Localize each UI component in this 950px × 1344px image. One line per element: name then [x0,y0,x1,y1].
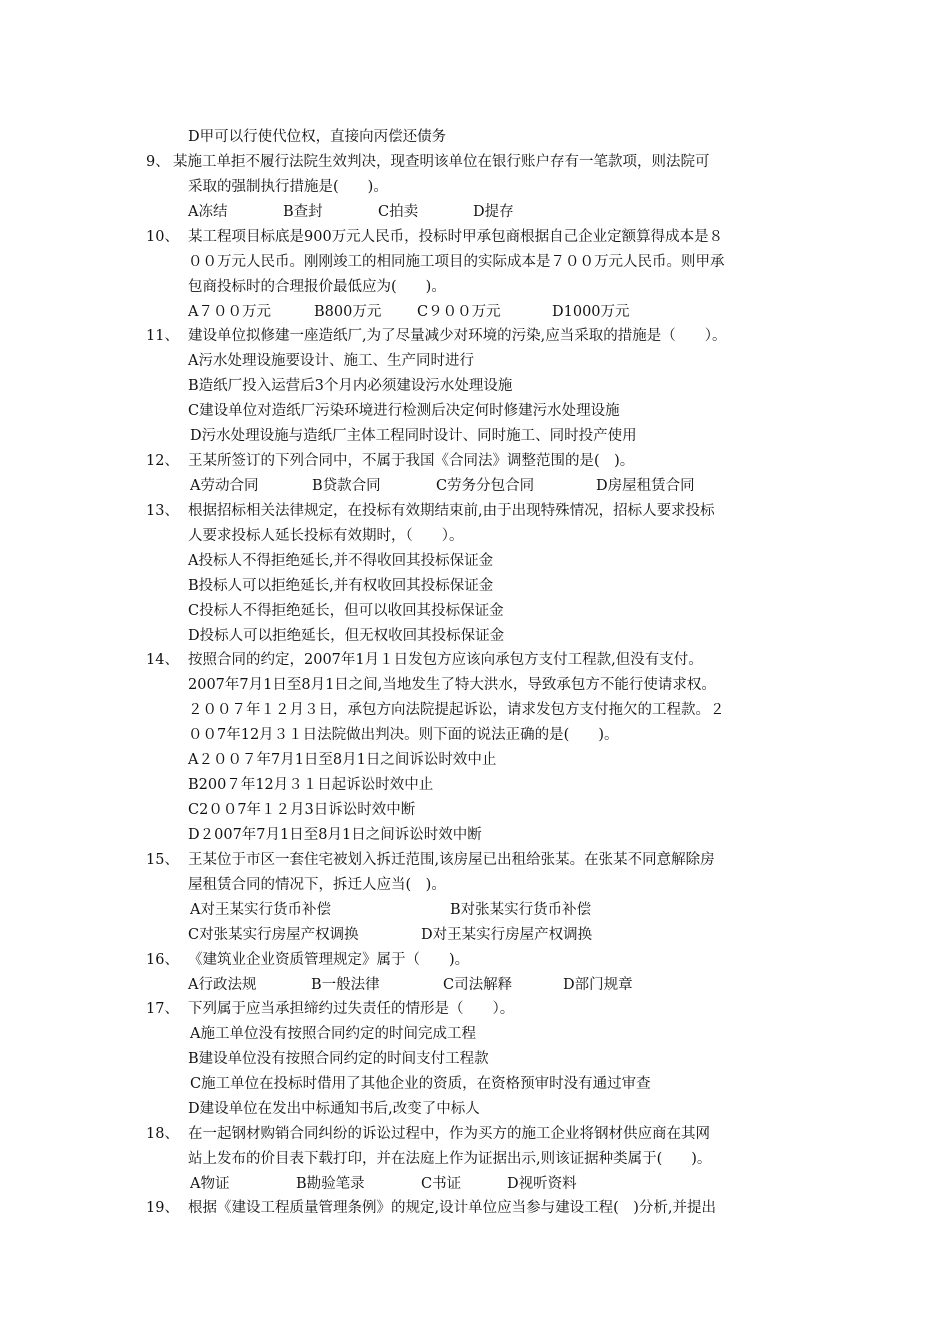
q10-option-b: B800万元 [314,304,382,320]
q19-number: 19、 [146,1200,179,1216]
q15-option-a: A对王某实行货币补偿 [190,902,331,918]
q11-option-c: C建设单位对造纸厂污染环境进行检测后决定何时修建污水处理设施 [188,403,620,419]
q12-number: 12、 [146,453,179,469]
q13-number: 13、 [146,503,179,519]
q18-text-line2: 站上发布的价目表下载打印，并在法庭上作为证据出示,则该证据种类属于( )。 [188,1151,712,1167]
q17-option-c: C施工单位在投标时借用了其他企业的资质，在资格预审时没有通过审查 [190,1076,651,1092]
q18-option-c: C书证 [421,1176,462,1192]
q9-option-d: D提存 [473,204,514,220]
q12-option-a: A劳动合同 [190,478,259,494]
q15-text-line2: 屋租赁合同的情况下，拆迁人应当( )。 [188,877,446,893]
q17-text-line1: 下列属于应当承担缔约过失责任的情形是（ ）。 [188,1001,515,1017]
q19-text-line1: 根据《建设工程质量管理条例》的规定,设计单位应当参与建设工程( )分析,并提出 [188,1200,717,1216]
q9-text-line2: 采取的强制执行措施是( )。 [188,179,388,195]
q12-option-c: C劳务分包合同 [436,478,535,494]
q9-option-a: A冻结 [188,204,228,220]
q10-number: 10、 [146,229,179,245]
q17-option-a: A施工单位没有按照合同约定的时间完成工程 [190,1026,476,1042]
q18-option-d: D视听资料 [507,1176,577,1192]
q9-option-b: B查封 [283,204,323,220]
q13-text-line1: 根据招标相关法律规定，在投标有效期结束前,由于出现特殊情况，招标人要求投标 [188,503,715,519]
q16-option-b: B一般法律 [311,977,380,993]
q12-option-b: B贷款合同 [312,478,381,494]
q10-option-d: D1000万元 [552,304,630,320]
q13-option-b: B投标人可以拒绝延长,并有权收回其投标保证金 [188,578,494,594]
q15-option-d: D对王某实行房屋产权调换 [421,927,593,943]
q18-number: 18、 [146,1126,179,1142]
q10-text-line1: 某工程项目标底是900万元人民币，投标时甲承包商根据自己企业定额算得成本是８ [188,229,724,245]
q14-text-line1: 按照合同的约定，2007年1月１日发包方应该向承包方支付工程款,但没有支付。 [188,652,703,668]
q12-text-line1: 王某所签订的下列合同中，不属于我国《合同法》调整范围的是( )。 [188,453,635,469]
q14-option-a: A２００７年7月1日至8月1日之间诉讼时效中止 [188,752,497,768]
q15-option-b: B对张某实行货币补偿 [450,902,592,918]
q18-option-b: B勘验笔录 [296,1176,365,1192]
q14-option-d: D２007年7月1日至8月1日之间诉讼时效中断 [188,827,482,843]
q18-text-line1: 在一起钢材购销合同纠纷的诉讼过程中，作为买方的施工企业将钢材供应商在其网 [188,1126,710,1142]
q17-option-d: D建设单位在发出中标通知书后,改变了中标人 [188,1101,480,1117]
q18-option-a: A物证 [190,1176,230,1192]
q15-number: 15、 [146,852,179,868]
q14-text-line3: ２００７年１２月３日，承包方向法院提起诉讼，请求发包方支付拖欠的工程款。２ [188,702,725,718]
q11-option-a: A污水处理设施要设计、施工、生产同时进行 [188,353,474,369]
q11-text-line1: 建设单位拟修建一座造纸厂,为了尽量减少对环境的污染,应当采取的措施是（ ）。 [188,328,727,344]
q10-text-line3: 包商投标时的合理报价最低应为( )。 [188,279,446,295]
q13-option-c: C投标人不得拒绝延长，但可以收回其投标保证金 [188,603,504,619]
q16-option-c: C司法解释 [443,977,513,993]
q16-number: 16、 [146,952,179,968]
q13-option-a: A投标人不得拒绝延长,并不得收回其投标保证金 [188,553,494,569]
q14-option-b: B200７年12月３１日起诉讼时效中止 [188,777,434,793]
q13-option-d: D投标人可以拒绝延长，但无权收回其投标保证金 [188,628,505,644]
q13-text-line2: 人要求投标人延长投标有效期时，（ ）。 [188,528,464,544]
q14-text-line2: 2007年7月1日至8月1日之间,当地发生了特大洪水，导致承包方不能行使请求权。 [188,677,716,693]
q14-option-c: C2００7年１２月3日诉讼时效中断 [188,802,416,818]
q15-text-line1: 王某位于市区一套住宅被划入拆迁范围,该房屋已出租给张某。在张某不同意解除房 [188,852,715,868]
q16-option-d: D部门规章 [563,977,633,993]
q9-number: 9、 [146,154,170,170]
q10-option-c: C９００万元 [417,304,501,320]
q15-option-c: C对张某实行房屋产权调换 [188,927,359,943]
q16-text-line1: 《建筑业企业资质管理规定》属于（ )。 [188,952,470,968]
q9-option-c: C拍卖 [378,204,419,220]
q17-number: 17、 [146,1001,179,1017]
q9-text-line1: 某施工单拒不履行法院生效判决，现查明该单位在银行账户存有一笔款项，则法院可 [173,154,710,170]
q16-option-a: A行政法规 [188,977,257,993]
q14-text-line4: ００7年12月３１日法院做出判决。则下面的说法正确的是( )。 [188,727,619,743]
q12-option-d: D房屋租赁合同 [596,478,695,494]
q10-text-line2: ００万元人民币。刚刚竣工的相同施工项目的实际成本是７００万元人民币。则甲承 [188,254,725,270]
q10-option-a: A７００万元 [188,304,271,320]
q14-number: 14、 [146,652,179,668]
q11-number: 11、 [146,328,179,344]
q17-option-b: B建设单位没有按照合同约定的时间支付工程款 [188,1051,489,1067]
q11-option-d: D污水处理设施与造纸厂主体工程同时设计、同时施工、同时投产使用 [190,428,637,444]
q11-option-b: B造纸厂投入运营后3个月内必须建设污水处理设施 [188,378,513,394]
q8-option-d: D甲可以行使代位权，直接向丙偿还债务 [188,129,447,145]
